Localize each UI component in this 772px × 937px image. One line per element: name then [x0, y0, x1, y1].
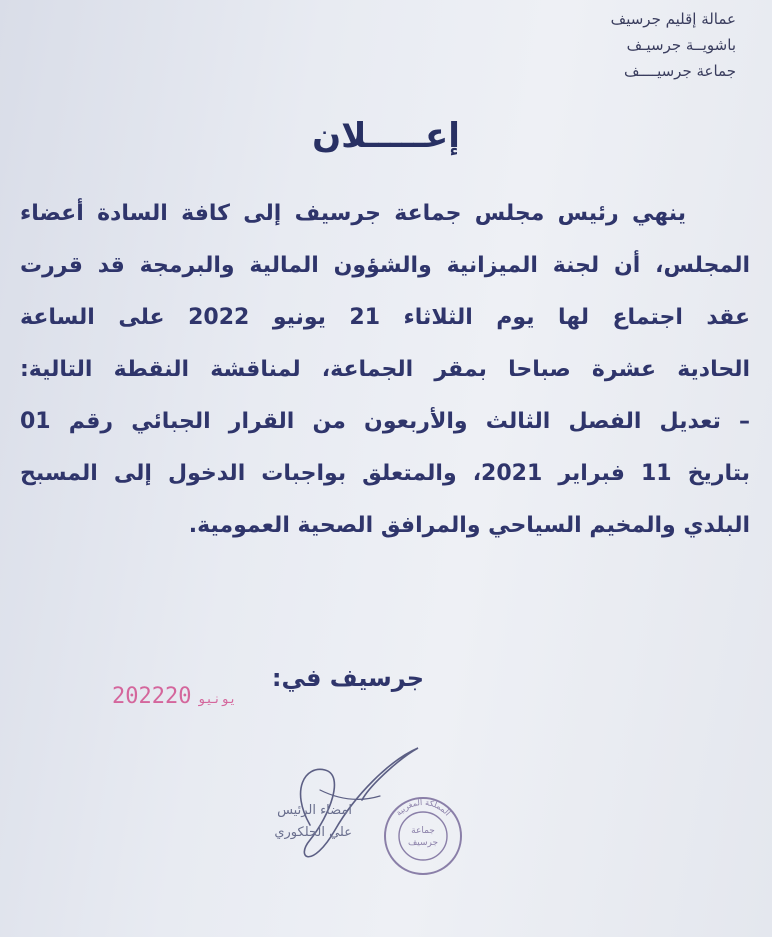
letterhead-line-commune: جماعة جرسيــــف [623, 62, 736, 80]
place-dateline: جرسيف في: [271, 664, 424, 692]
date-stamp-day: 20 [164, 684, 192, 709]
body-line-6: بتاريخ 11 فبراير 2021، والمتعلق بواجبات الدخول إلى المسبح [20, 461, 750, 486]
letterhead-line-pashalik: باشويــة جرسيـف [626, 36, 736, 54]
letterhead-line-province: عمالة إقليم جرسيف [610, 10, 736, 28]
svg-text:المملكة المغربية [394, 798, 452, 818]
date-stamp-month: يونيو [197, 692, 237, 707]
body-line-3: عقد اجتماع لها يوم الثلاثاء 21 يونيو 2022 على الساعة [20, 305, 750, 330]
body-line-1: ينهي رئيس مجلس جماعة جرسيف إلى كافة السادة أعضاء [20, 201, 686, 226]
date-stamp-year: 2022 [112, 684, 165, 709]
title-text: إعـــــلان [312, 116, 460, 156]
seal-inner-text-1: جماعة [411, 826, 435, 836]
body-line-5: – تعديل الفصل الثالث والأربعون من القرار الجبائي رقم 01 [20, 409, 750, 434]
signature-name: علي الحلكوري [274, 825, 352, 840]
body-line-2: المجلس، أن لجنة الميزانية والشؤون المالية والبرمجة قد قررت [20, 253, 750, 278]
body-line-4: الحادية عشرة صباحا بمقر الجماعة، لمناقشة النقطة التالية: [20, 357, 750, 382]
document-title [0, 116, 772, 156]
signature-title: امضاء الرئيس [277, 803, 352, 818]
letterhead [516, 6, 736, 84]
signature-caption [262, 800, 352, 844]
commune-seal-icon [382, 795, 464, 877]
announcement-body [20, 188, 750, 552]
date-stamp [112, 684, 243, 709]
body-line-7: البلدي والمخيم السياحي والمرافق الصحية العمومية. [188, 513, 750, 538]
seal-inner-text-2: جرسيف [407, 838, 439, 848]
seal-outer-text: المملكة المغربية [394, 797, 453, 818]
